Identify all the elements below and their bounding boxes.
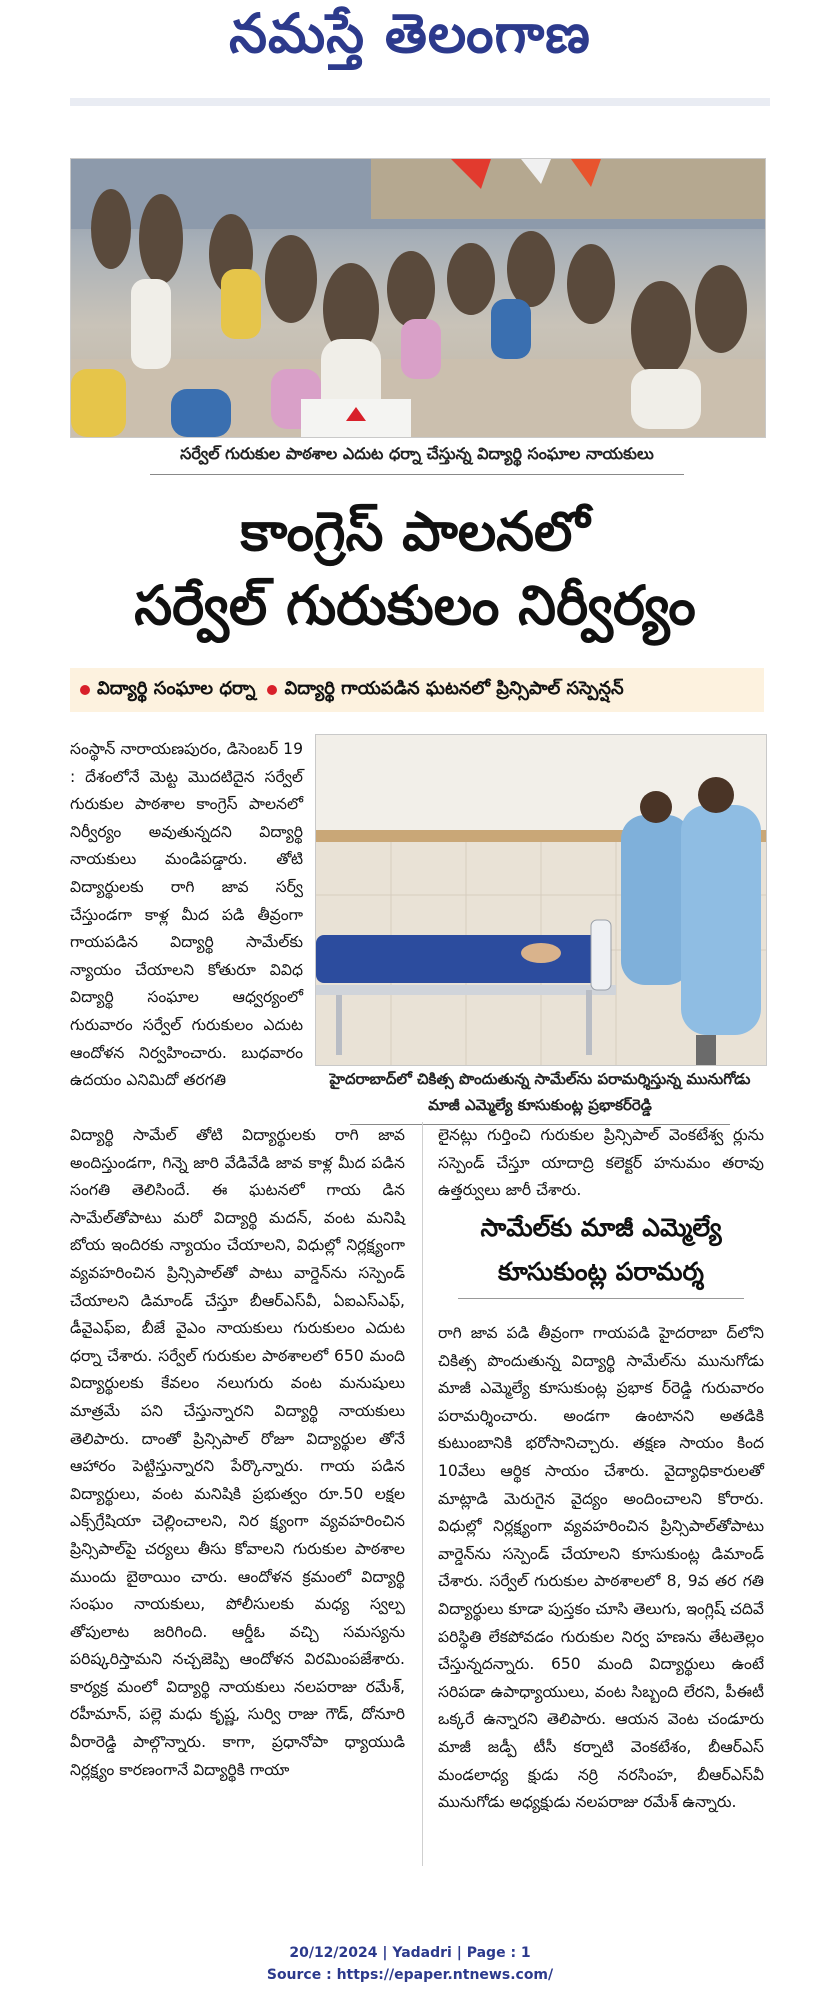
side-heading-divider — [458, 1298, 744, 1299]
caption-divider — [150, 474, 684, 475]
page-footer — [0, 1942, 820, 1986]
article-paragraph: లైనట్లు గుర్తించి గురుకుల ప్రిన్సిపాల్ వెంకటేశ్వ ర్లును సస్పెండ్ చేస్తూ యాదాద్రి కలెక్టర్ హనుమం తరావు ఉత్తర్వులు జారీ చేశారు. — [438, 1126, 764, 1200]
photo-caption: హైదరాబాద్‌లో చికిత్స పొందుతున్న సామేల్‌ను పరామర్శిస్తున్న మునుగోడు మాజీ ఎమ్మెల్యే కూసుకుంట్ల ప్రభాకర్‌రెడ్డి — [329, 1070, 751, 1114]
hospital-photo — [315, 734, 767, 1066]
subheading-item — [267, 678, 623, 703]
masthead — [0, 0, 820, 118]
bullet-icon — [267, 685, 277, 695]
subheading-text: విద్యార్థి సంఘాల ధర్నా — [97, 677, 256, 699]
headline-line-2: సర్వేల్ గురుకులం నిర్వీర్యం — [134, 574, 696, 637]
article-paragraph: విద్యార్థి సామేల్ తోటి విద్యార్థులకు రాగి జావ అందిస్తుండగా, గిన్నె జారి వేడివేడి జావ కాళ్ల మీద పడిన సంగతి తెలిసిందే. ఈ ఘటనలో గాయ డిన సామేల్‌తోపాటు మరో విద్యార్థి మదన్, వంట మనిషి బోయ ఇందిరకు న్యాయం చేయాలని, విధుల్లో నిర్లక్ష్యంగా వ్యవహరించిన ప్రిన్సిపాల్‌తో పాటు వార్డెన్‌ను సస్పెండ్ చేయాలని డిమాండ్ చేస్తూ బీఆర్‌ఎస్‌వీ, ఏఐఎస్‌ఎఫ్, డీవైఎఫ్‌ఐ, బీజే వైఎం నాయకులు గురుకులం ఎదుట ధర్నా చేశారు. సర్వేల్ గురుకుల పాఠశాలలో 650 మంది విద్యార్థులకు కేవలం నలుగురు వంట మనుషులు మాత్రమే పని చేస్తున్నారని విద్యార్థి నాయకులు తెలిపారు. దాంతో ప్రిన్సిపాల్ రోజూ విద్యార్థుల తోనే ఆహారం పెట్టిస్తున్నారని పేర్కొన్నారు. గాయ పడిన విద్యార్థులు, వంట మనిషికి ప్రభుత్వం రూ.50 లక్షల ఎక్స్‌గ్రేషియా చెల్లించాలని, నిర క్ష్యంగా వ్యవహరించిన ప్రిన్సిపాల్‌పై చర్యలు తీసు కోవాలని గురుకుల పాఠశాల ముందు బైఠాయిం చారు. ఆందోళన క్రమంలో విద్యార్థి సంఘం నాయకులు, పోలీసులకు మధ్య స్వల్ప తోపులాట జరిగింది. ఆర్డీఓ వచ్చి సమస్యను పరిష్కరిస్తామని నచ్చజెప్పి ఆందోళన విరమింపజేశారు. కార్యక్ర మంలో విద్యార్థి నాయకులు నలపరాజు రమేశ్, రహీమాన్, పల్లె మధు కృష్ణ, సుర్వి రాజు గౌడ్, దోనూరి వీరారెడ్డి పాల్గొన్నారు. కాగా, ప్రధానోపా ధ్యాయుడి నిర్లక్ష్యం కారణంగానే విద్యార్థికి గాయా — [70, 1126, 405, 1779]
headline-line-1: కాంగ్రెస్ పాలనలో — [240, 500, 590, 563]
masthead-divider — [70, 98, 770, 106]
edition-info: 20/12/2024 | Yadadri | Page : 1 — [289, 1945, 531, 1961]
column-divider — [422, 1122, 423, 1866]
protest-photo-illustration — [71, 159, 765, 437]
subheading-item — [80, 678, 255, 703]
subheading-text: విద్యార్థి గాయపడిన ఘటనలో ప్రిన్సిపాల్ సస్పెన్షన్ — [284, 677, 624, 699]
subheading-bar — [70, 668, 764, 712]
hospital-photo-illustration — [316, 735, 766, 1065]
article-paragraph: సంస్థాన్ నారాయణపురం, డిసెంబర్ 19 : దేశంలోనే మెట్ట మొదటిదైన సర్వేల్ గురుకుల పాఠశాల కాంగ్రెస్ పాలనలో నిర్వీర్యం అవుతున్నదని విద్యార్థి నాయకులు మండిపడ్డారు. తోటి విద్యార్థులకు రాగి జావ సర్వ్ చేస్తుండగా కాళ్ల మీద పడి తీవ్రంగా గాయపడిన విద్యార్థి సామేల్‌కు న్యాయం చేయాలని కోతురూ వివిధ విద్యార్థి సంఘాల ఆధ్వర్యంలో గురువారం సర్వేల్ గురుకులం ఎదుట ఆందోళన నిర్వహించారు. బుధవారం ఉదయం ఎనిమిదో తరగతి — [70, 740, 303, 1090]
article-text-column — [438, 1320, 764, 1817]
photo-caption: సర్వేల్ గురుకుల పాఠశాల ఎదుట ధర్నా చేస్తున్న విద్యార్థి సంఘాల నాయకులు — [180, 444, 654, 463]
article-text-column — [70, 736, 303, 1095]
article-text-column — [438, 1122, 764, 1205]
article-paragraph: రాగి జావ పడి తీవ్రంగా గాయపడి హైదరాబా ద్‌లోని చికిత్స పొందుతున్న విద్యార్థి సామేల్‌ను మునుగోడు మాజీ ఎమ్మెల్యే కూసుకుంట్ల ప్రభాక ర్‌రెడ్డి గురువారం పరామర్శించారు. అండగా ఉంటానని అతడికి కుటుంబానికి భరోసానిచ్చారు. తక్షణ సాయం కింద 10వేలు ఆర్థిక సాయం చేశారు. వైద్యాధికారులతో మాట్లాడి మెరుగైన వైద్యం అందించాలని కోరారు. విధుల్లో నిర్లక్ష్యంగా వ్యవహరించిన ప్రిన్సిపాల్‌తోపాటు వార్డెన్‌ను సస్పెండ్ చేయాలని కూసుకుంట్ల డిమాండ్ చేశారు. సర్వేల్ గురుకుల పాఠశాలలో 8, 9వ తర గతి విద్యార్థులు కూడా పుస్తకం చూసి తెలుగు, ఇంగ్లిష్ చదివే పరిస్థితి లేకపోవడం గురుకుల నిర్వ హణను తేటతెల్లం చేస్తున్నదన్నారు. 650 మంది విద్యార్థులు ఉంటే సరిపడా ఉపాధ్యాయులు, వంట సిబ్బంది లేరని, పీఈటీ ఒక్కరే ఉన్నారని తెలిపారు. ఆయన వెంట చండూరు మాజీ జడ్పీ టీసీ కర్నాటి వెంకటేశం, బీఆర్‌ఎస్ మండలాధ్య క్షుడు నర్రి నరసింహ, బీఆర్‌ఎస్‌వీ మునుగోడు అధ్యక్షుడు నలపరాజు రమేశ్ ఉన్నారు. — [438, 1324, 764, 1812]
newspaper-logo: నమస్తే తెలంగాణ — [229, 2, 591, 65]
bullet-icon — [80, 685, 90, 695]
source-link: Source : https://epaper.ntnews.com/ — [266, 1967, 554, 1983]
protest-photo — [70, 158, 766, 438]
article-text-column — [70, 1122, 405, 1784]
side-heading: సామేల్‌కు మాజీ ఎమ్మెల్యే కూసుకుంట్ల పరామర్శ — [480, 1213, 722, 1286]
